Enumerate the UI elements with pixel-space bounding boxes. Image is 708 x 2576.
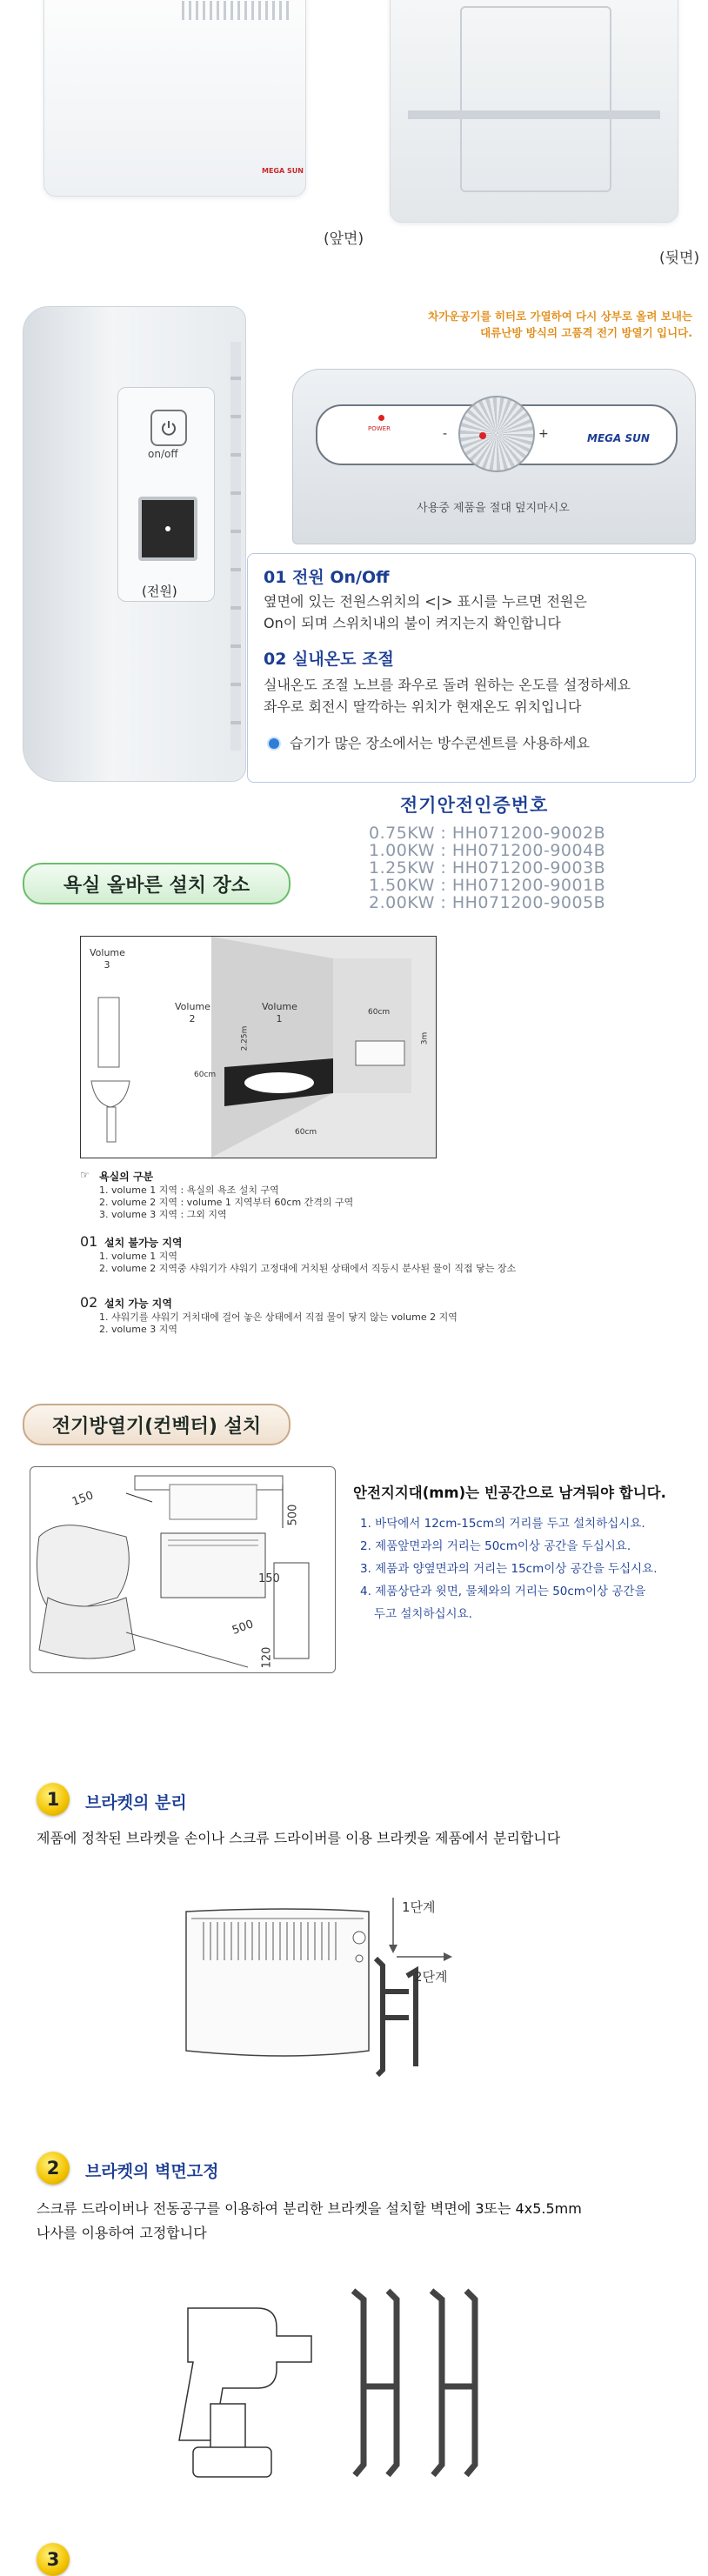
- sec01-number: 01: [80, 1233, 98, 1250]
- heater-back-image: [390, 0, 678, 223]
- dim-150-side: 150: [258, 1572, 280, 1585]
- install-item-4-cont: 두고 설치하십시요.: [374, 1607, 472, 1621]
- legend-title: 욕실의 구분: [99, 1171, 154, 1183]
- dim-150-top: 150: [70, 1489, 96, 1509]
- sec02-item-2: 2. volume 3 지역: [99, 1324, 177, 1335]
- back-bracket: [460, 6, 611, 192]
- install-item-2: 2. 제품앞면과의 거리는 50cm이상 공간을 두십시요.: [360, 1539, 631, 1553]
- legend-item-3: 3. volume 3 지역 : 그외 지역: [99, 1209, 227, 1220]
- switch-indicator: [165, 526, 170, 531]
- back-label: (뒷면): [659, 250, 700, 267]
- tip-bullet-icon: [269, 738, 279, 749]
- cert-line-075: 0.75KW : HH071200-9002B: [369, 824, 606, 843]
- cert-line-125: 1.25KW : HH071200-9003B: [369, 858, 606, 878]
- sec01-title: 설치 불가능 지역: [104, 1237, 183, 1249]
- step1-diagram: [160, 1896, 456, 2091]
- info-heading-power: 01 전원 On/Off: [264, 568, 390, 587]
- panel-warning: 사용중 제품을 절대 덮지마시오: [417, 502, 570, 515]
- panel-brand-logo: MEGA SUN: [587, 432, 650, 444]
- convection-note-line1: 차가운공기를 히터로 가열하여 다시 상부로 올려 보내는: [428, 310, 692, 323]
- dim-225m: 2.25m: [240, 1025, 250, 1051]
- knob-minus: -: [443, 427, 448, 441]
- install-item-4: 4. 제품상단과 윗면, 물체와의 거리는 50cm이상 공간을: [360, 1585, 646, 1598]
- install-diagram: [30, 1466, 336, 1673]
- info-power-line1: 옆면에 있는 전원스위치의 <|> 표시를 누르면 전원은: [264, 593, 587, 610]
- step1-number: 1: [37, 1783, 70, 1816]
- power-icon: [150, 410, 187, 446]
- knob-indicator: [479, 432, 486, 439]
- power-label: (전원): [142, 584, 177, 599]
- step2-title: 브라켓의 벽면고정: [85, 2162, 219, 2181]
- cert-line-100: 1.00KW : HH071200-9004B: [369, 841, 606, 860]
- control-panel-image: [292, 369, 696, 544]
- sec02-number: 02: [80, 1294, 98, 1311]
- step1-label-2: 2단계: [414, 1969, 448, 1985]
- install-heading: 안전지지대(mm)는 빈공간으로 남겨둬야 합니다.: [353, 1485, 666, 1501]
- install-item-1: 1. 바닥에서 12cm-15cm의 거리를 두고 설치하십시요.: [360, 1517, 645, 1531]
- sec02-item-1: 1. 샤워기를 샤워기 거치대에 걸어 놓은 상태에서 직접 물이 닿지 않는 volume 2 지역: [99, 1311, 458, 1323]
- power-led: [378, 415, 384, 421]
- volume3-label: Volume 3: [90, 947, 125, 971]
- step1-label-1: 1단계: [402, 1899, 436, 1915]
- cert-line-200: 2.00KW : HH071200-9005B: [369, 893, 606, 912]
- power-switch[interactable]: [138, 497, 197, 561]
- step1-title: 브라켓의 분리: [85, 1793, 187, 1812]
- info-power-line2: On이 되며 스위치내의 불이 켜지는지 확인합니다: [264, 615, 561, 631]
- knob-power-label: POWER: [368, 425, 391, 432]
- heater-side-image: [23, 306, 246, 782]
- legend-item-2: 2. volume 2 지역 : volume 1 지역부터 60cm 간격의 구역: [99, 1197, 354, 1208]
- volume1-label: Volume 1: [262, 1001, 297, 1024]
- step2-number: 2: [37, 2152, 70, 2185]
- volume2-label: Volume 2: [175, 1001, 210, 1024]
- step3-number: 3: [37, 2543, 70, 2576]
- bathroom-diagram: [80, 936, 437, 1158]
- info-temp-line1: 실내온도 조절 노브를 좌우로 돌려 원하는 온도를 설정하세요: [264, 677, 631, 693]
- sec02-title: 설치 가능 지역: [104, 1298, 172, 1310]
- convection-note-line2: 대류난방 방식의 고품격 전기 방열기 입니다.: [480, 326, 692, 339]
- dim-3m: 3m: [420, 1031, 430, 1045]
- heater-front-image: [43, 0, 306, 197]
- step2-text-line2: 나사를 이용하여 고정합니다: [37, 2225, 207, 2241]
- dim-120: 120: [260, 1646, 274, 1669]
- front-grille: [182, 1, 291, 20]
- front-brand-logo: MEGA SUN: [262, 167, 304, 175]
- sec01-item-1: 1. volume 1 지역: [99, 1251, 177, 1262]
- cert-title: 전기안전인증번호: [400, 795, 549, 816]
- onoff-label: on/off: [148, 448, 178, 460]
- bathroom-section-pill: 욕실 올바른 설치 장소: [23, 863, 291, 904]
- front-label: (앞면): [324, 230, 364, 248]
- dim-500-front: 500: [230, 1618, 256, 1638]
- side-bars: [230, 342, 241, 751]
- info-heading-temp: 02 실내온도 조절: [264, 650, 394, 669]
- step2-text-line1: 스크류 드라이버나 전동공구를 이용하여 분리한 브라켓을 설치할 벽면에 3또는 4x5.5mm: [37, 2200, 582, 2217]
- install-item-3: 3. 제품과 양옆면과의 거리는 15cm이상 공간을 두십시요.: [360, 1562, 658, 1576]
- legend-hand-icon: ☞: [80, 1169, 90, 1181]
- info-temp-line2: 좌우로 회전시 딸깍하는 위치가 현재온도 위치입니다: [264, 698, 582, 715]
- info-box: [247, 553, 696, 783]
- dim-500-top: 500: [286, 1504, 300, 1526]
- back-rail: [408, 110, 660, 119]
- sec01-item-2: 2. volume 2 지역중 샤워기가 샤워기 고정대에 거치된 상태에서 직등시 분사된 물이 직접 닿는 장소: [99, 1263, 517, 1274]
- cert-line-150: 1.50KW : HH071200-9001B: [369, 876, 606, 895]
- temperature-knob[interactable]: [458, 396, 535, 472]
- install-section-pill: 전기방열기(컨벡터) 설치: [23, 1404, 291, 1445]
- step1-text: 제품에 정착된 브라켓을 손이나 스크류 드라이버를 이용 브라켓을 제품에서 분리합니다: [37, 1830, 561, 1846]
- knob-plus: +: [538, 427, 549, 441]
- legend-item-1: 1. volume 1 지역 : 욕실의 욕조 설치 구역: [99, 1185, 279, 1196]
- dim-60cm-c: 60cm: [295, 1128, 317, 1137]
- dim-60cm-b: 60cm: [194, 1071, 217, 1079]
- step2-diagram: [170, 2282, 518, 2484]
- info-tip: 습기가 많은 장소에서는 방수콘센트를 사용하세요: [290, 735, 590, 751]
- dim-60cm-a: 60cm: [368, 1008, 391, 1017]
